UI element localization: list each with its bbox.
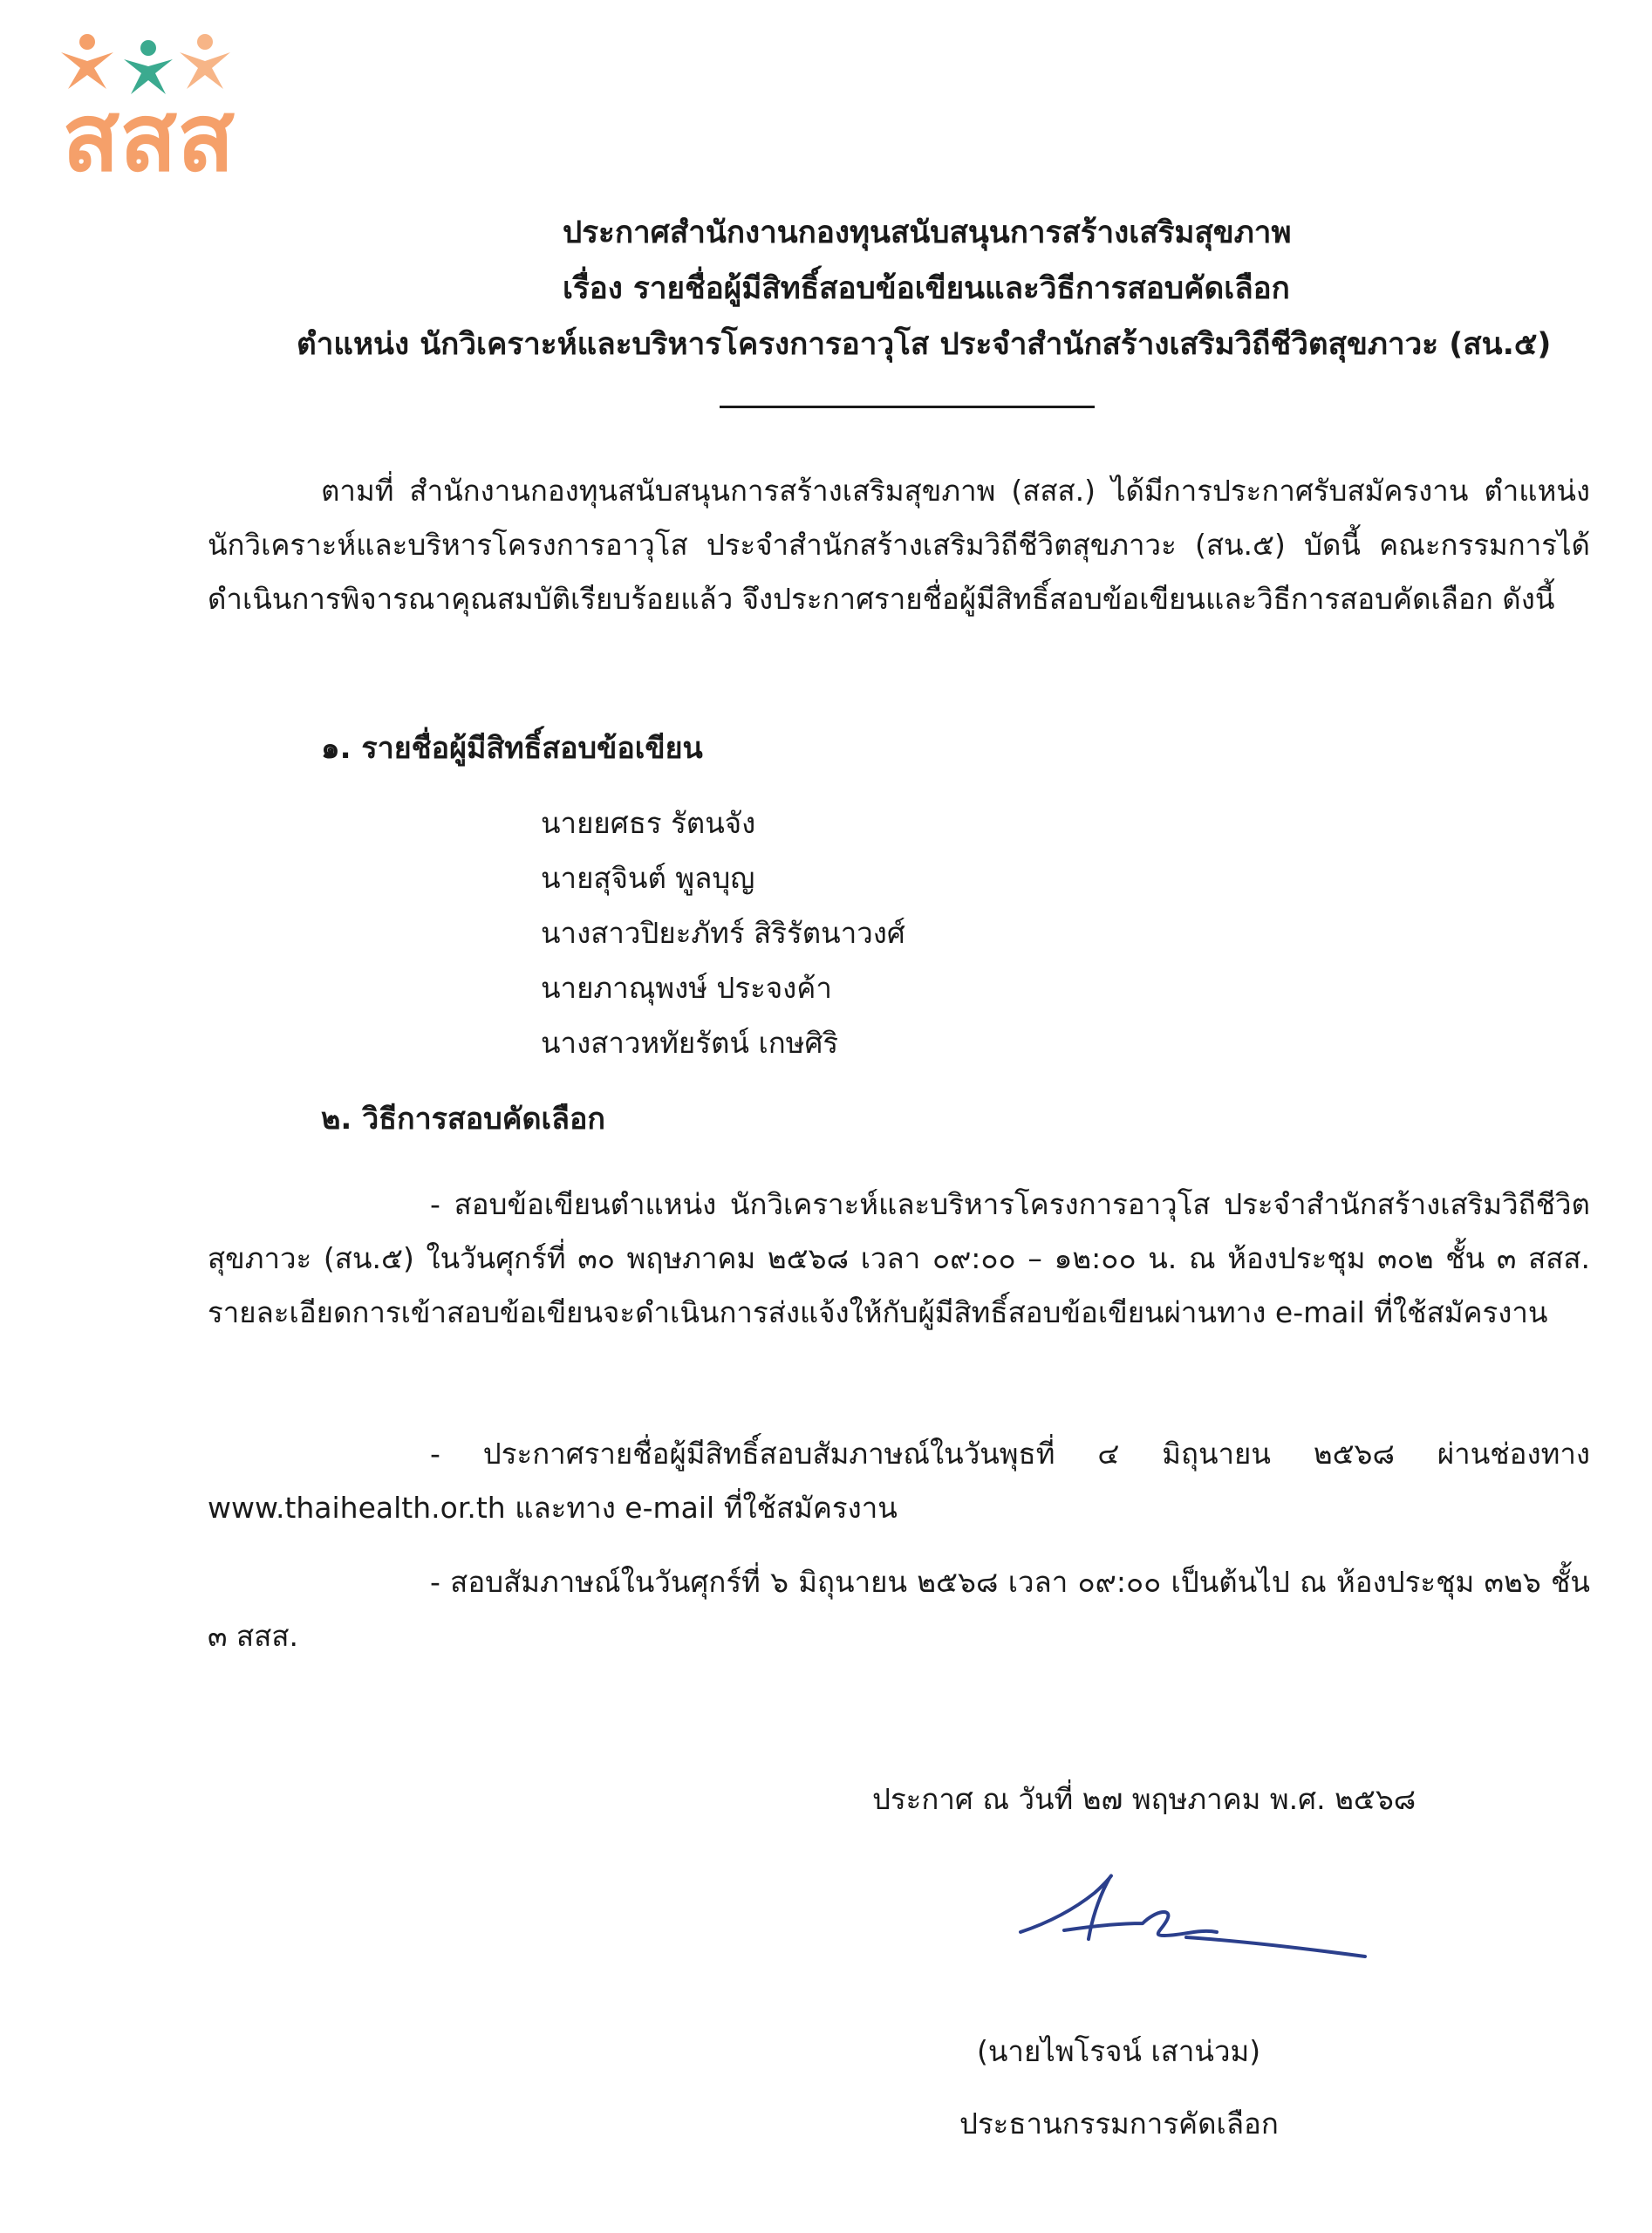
right-person-figure-icon bbox=[180, 34, 230, 89]
candidate-name: นายยศธร รัตนจัง bbox=[541, 806, 756, 840]
signer-title: ประธานกรรมการคัดเลือก bbox=[959, 2107, 1279, 2141]
candidate-name: นายสุจินต์ พูลบุญ bbox=[541, 861, 755, 895]
thaihealth-logo bbox=[26, 17, 270, 179]
logo-text: สสส bbox=[62, 84, 235, 179]
signer-name: (นายไพโรจน์ เสาน่วม) bbox=[977, 2034, 1261, 2068]
header-divider bbox=[720, 406, 1095, 408]
announcement-position: ตำแหน่ง นักวิเคราะห์และบริหารโครงการอาวุโส ประจำสำนักสร้างเสริมวิถีชีวิตสุขภาวะ (สน.๕) bbox=[297, 327, 1552, 362]
section1-heading: ๑. รายชื่อผู้มีสิทธิ์สอบข้อเขียน bbox=[321, 731, 703, 766]
left-person-figure-icon bbox=[61, 34, 113, 89]
candidate-name: นางสาวปิยะภัทร์ สิริรัตนาวงศ์ bbox=[541, 916, 905, 950]
interview-list-paragraph: - ประกาศรายชื่อผู้มีสิทธิ์สอบสัมภาษณ์ในวันพุธที่ ๔ มิถุนายน ๒๕๖๘ ผ่านช่องทาง www.thaihealth.or.th และทาง e-mail ที่ใช้สมัครงาน bbox=[208, 1437, 1590, 1525]
announcement-subject: เรื่อง รายชื่อผู้มีสิทธิ์สอบข้อเขียนและวิธีการสอบคัดเลือก bbox=[563, 271, 1290, 306]
section2-heading: ๒. วิธีการสอบคัดเลือก bbox=[321, 1102, 605, 1137]
candidate-name: นางสาวหทัยรัตน์ เกษศิริ bbox=[541, 1026, 839, 1060]
candidate-name: นายภาณุพงษ์ ประจงค้า bbox=[541, 971, 832, 1005]
written-exam-paragraph: - สอบข้อเขียนตำแหน่ง นักวิเคราะห์และบริหารโครงการอาวุโส ประจำสำนักสร้างเสริมวิถีชีวิตสุขภาวะ (สน.๕) ในวันศุกร์ที่ ๓๐ พฤษภาคม ๒๕๖๘ เวลา ๐๙:๐๐ – ๑๒:๐๐ น. ณ ห้องประชุม ๓๐๒ ชั้น ๓ สสส. รายละเอียดการเข้าสอบข้อเขียนจะดำเนินการส่งแจ้งให้กับผู้มีสิทธิ์สอบข้อเขียนผ่านทาง e-mail ที่ใช้สมัครงาน bbox=[208, 1187, 1590, 1329]
handwritten-signature-icon bbox=[1012, 1862, 1369, 1976]
interview-date-paragraph: - สอบสัมภาษณ์ในวันศุกร์ที่ ๖ มิถุนายน ๒๕๖๘ เวลา ๐๙:๐๐ เป็นต้นไป ณ ห้องประชุม ๓๒๖ ชั้น ๓ สสส. bbox=[208, 1565, 1590, 1653]
announcement-title: ประกาศสำนักงานกองทุนสนับสนุนการสร้างเสริมสุขภาพ bbox=[563, 215, 1292, 250]
intro-paragraph: ตามที่ สำนักงานกองทุนสนับสนุนการสร้างเสริมสุขภาพ (สสส.) ได้มีการประกาศรับสมัครงาน ตำแหน่ง นักวิเคราะห์และบริหารโครงการอาวุโส ประจำสำนักสร้างเสริมวิถีชีวิตสุขภาวะ (สน.๕) บัดนี้ คณะกรรมการได้ดำเนินการพิจารณาคุณสมบัติเรียบร้อยแล้ว จึงประกาศรายชื่อผู้มีสิทธิ์สอบข้อเขียนและวิธีการสอบคัดเลือก ดังนี้ bbox=[208, 474, 1590, 616]
announcement-date: ประกาศ ณ วันที่ ๒๗ พฤษภาคม พ.ศ. ๒๕๖๘ bbox=[872, 1782, 1416, 1816]
candidate-list bbox=[541, 796, 905, 1070]
